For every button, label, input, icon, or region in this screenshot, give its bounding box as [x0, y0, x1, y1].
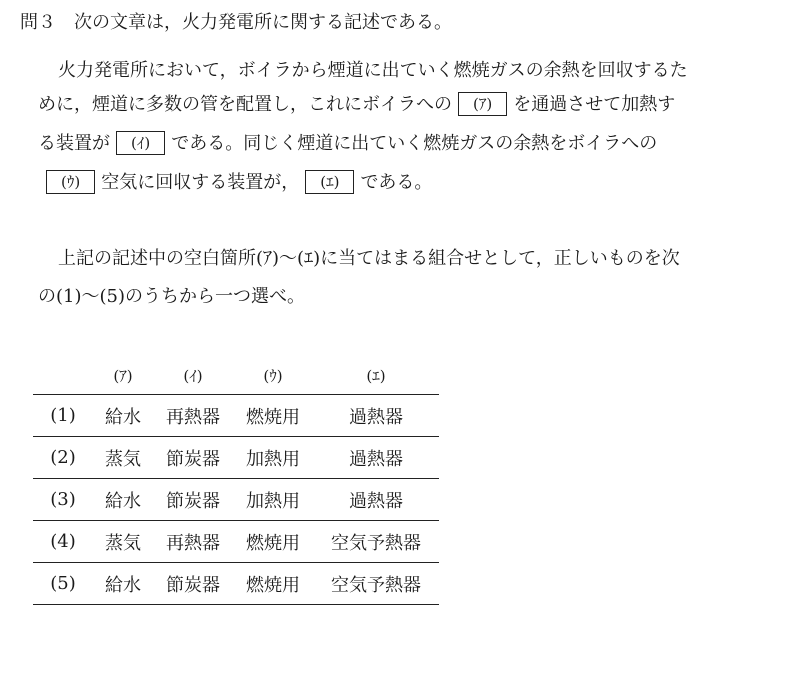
table-cell: 空気予熱器 [313, 563, 439, 605]
table-cell: 給水 [93, 479, 153, 521]
table-cell: 給水 [93, 563, 153, 605]
table-cell: 節炭器 [153, 479, 233, 521]
table-cell: 燃焼用 [233, 521, 313, 563]
table-cell: 燃焼用 [233, 563, 313, 605]
table-header-cell: (ｲ) [183, 366, 203, 385]
passage-line-3 [38, 131, 657, 157]
option-number: (1) [33, 395, 93, 437]
table-row [33, 395, 439, 437]
passage-text: である。同じく煙道に出ていく燃焼ガスの余熱をボイラへの [171, 133, 658, 154]
table-cell: 蒸気 [93, 521, 153, 563]
table-header-cell: (ｱ) [113, 366, 133, 385]
table-row [33, 521, 439, 563]
blank-e: (ｴ) [305, 170, 354, 194]
table-header-cell: (ｴ) [366, 366, 386, 385]
blank-a: (ｱ) [458, 92, 507, 116]
option-number: (3) [33, 479, 93, 521]
table-cell: 蒸気 [93, 437, 153, 479]
table-row [33, 437, 439, 479]
passage-text: 火力発電所において，ボイラから煙道に出ていく燃焼ガスの余熱を回収するた [58, 60, 688, 81]
table-cell: 空気予熱器 [313, 521, 439, 563]
table-header-cell [33, 356, 93, 395]
question-title: 問３ 次の文章は，火力発電所に関する記述である。 [20, 12, 452, 33]
instruction-line-2: の(1)～(5)のうちから一つ選べ。 [38, 286, 305, 307]
passage-text: 空気に回収する装置が， [101, 172, 300, 193]
blank-u: (ｳ) [46, 170, 95, 194]
table-row [33, 563, 439, 605]
table-row [33, 479, 439, 521]
answer-table [33, 356, 439, 605]
option-number: (5) [33, 563, 93, 605]
option-number: (2) [33, 437, 93, 479]
table-cell: 加熱用 [233, 437, 313, 479]
table-cell: 給水 [93, 395, 153, 437]
table-cell: 燃焼用 [233, 395, 313, 437]
table-cell: 過熱器 [313, 437, 439, 479]
table-cell: 節炭器 [153, 437, 233, 479]
passage-line-1 [58, 58, 688, 84]
table-cell: 過熱器 [313, 479, 439, 521]
table-cell: 加熱用 [233, 479, 313, 521]
blank-i: (ｲ) [116, 131, 165, 155]
table-cell: 再熱器 [153, 395, 233, 437]
table-header-cell: (ｳ) [263, 366, 283, 385]
passage-line-2 [38, 92, 675, 118]
table-cell: 節炭器 [153, 563, 233, 605]
passage-text: を通過させて加熱す [513, 94, 676, 115]
passage-text: めに，煙道に多数の管を配置し，これにボイラへの [38, 94, 452, 115]
passage-text: る装置が [38, 133, 110, 154]
option-number: (4) [33, 521, 93, 563]
passage-text: である。 [360, 172, 433, 193]
table-cell: 再熱器 [153, 521, 233, 563]
instruction-line-1: 上記の記述中の空白箇所(ｱ)～(ｴ)に当てはまる組合せとして，正しいものを次 [58, 248, 680, 269]
passage-line-4 [38, 170, 432, 196]
table-cell: 過熱器 [313, 395, 439, 437]
table-header-row [33, 356, 439, 395]
